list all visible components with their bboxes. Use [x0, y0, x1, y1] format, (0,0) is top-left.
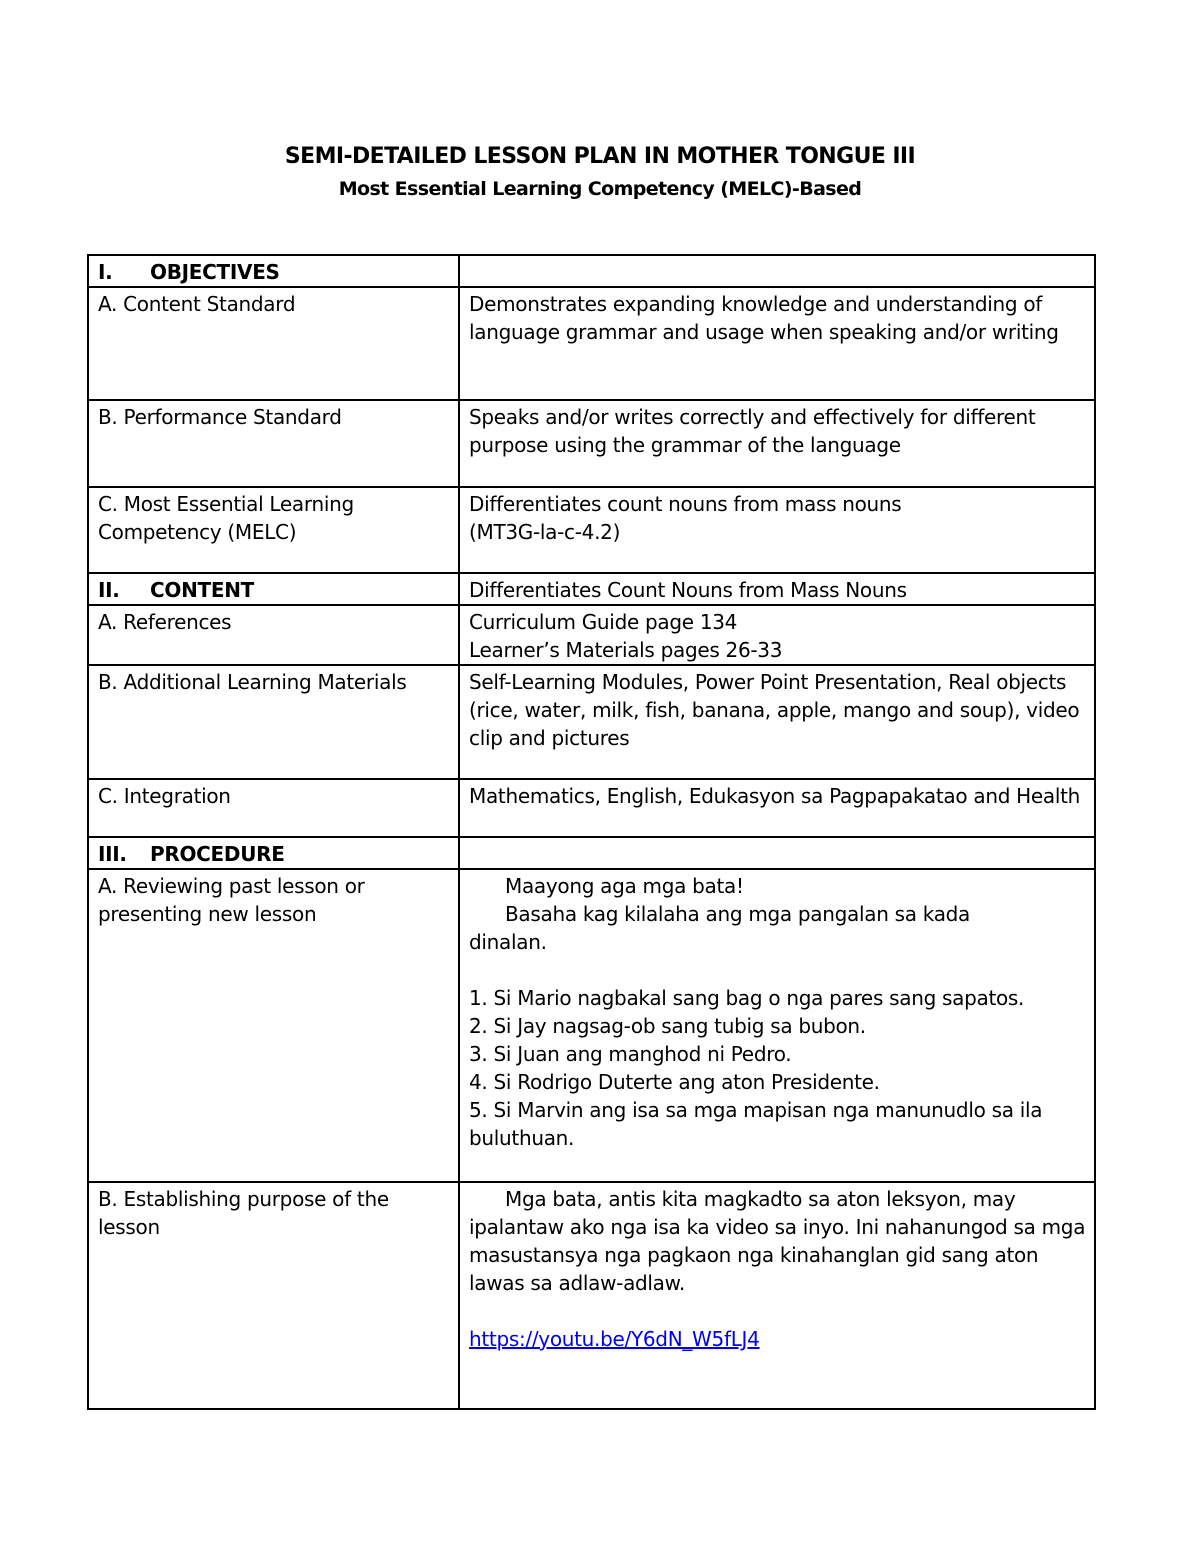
table-row [88, 573, 1095, 605]
melc-value [459, 487, 1095, 573]
table-row [88, 605, 1095, 665]
references-label: A. References [88, 605, 459, 665]
list-item: 4. Si Rodrigo Duterte ang aton Presidente. [469, 1070, 880, 1094]
section-heading-objectives [88, 255, 459, 287]
content-standard-value: Demonstrates expanding knowledge and understanding of language grammar and usage when speaking and/or writing [459, 287, 1095, 400]
reference-item: Curriculum Guide page 134 [469, 610, 738, 634]
table-row [88, 837, 1095, 869]
lesson-plan-table [87, 254, 1096, 1410]
table-row [88, 287, 1095, 400]
materials-value: Self-Learning Modules, Power Point Presentation, Real objects (rice, water, milk, fish, banana, apple, mango and soup), video clip and pictures [459, 665, 1095, 779]
integration-value: Mathematics, English, Edukasyon sa Pagpapakatao and Health [459, 779, 1095, 837]
table-row [88, 665, 1095, 779]
performance-standard-label: B. Performance Standard [88, 400, 459, 487]
section-number: III. [98, 842, 127, 866]
section-label: PROCEDURE [150, 842, 285, 866]
melc-code: (MT3G-la-c-4.2) [469, 520, 621, 544]
section-label: OBJECTIVES [150, 260, 280, 284]
section-heading-procedure [88, 837, 459, 869]
table-row [88, 869, 1095, 1182]
document-subtitle: Most Essential Learning Competency (MELC)-Based [338, 178, 862, 200]
spacer [469, 1297, 1086, 1325]
section-label: CONTENT [150, 578, 255, 602]
reference-item: Learner’s Materials pages 26-33 [469, 638, 783, 662]
empty-cell [459, 837, 1095, 869]
section-number: I. [98, 260, 113, 284]
table-row [88, 1182, 1095, 1409]
instruction-continuation: dinalan. [469, 930, 547, 954]
materials-label: B. Additional Learning Materials [88, 665, 459, 779]
table-row [88, 400, 1095, 487]
content-standard-label: A. Content Standard [88, 287, 459, 400]
melc-value-line: Differentiates count nouns from mass nouns [469, 492, 902, 516]
list-item: 2. Si Jay nagsag-ob sang tubig sa bubon. [469, 1014, 866, 1038]
performance-standard-value: Speaks and/or writes correctly and effectively for different purpose using the grammar of the language [459, 400, 1095, 487]
greeting-text: Maayong aga mga bata! [505, 874, 744, 898]
purpose-content [459, 1182, 1095, 1409]
review-content [459, 869, 1095, 1182]
video-link[interactable]: https://youtu.be/Y6dN_W5fLJ4 [469, 1327, 760, 1351]
purpose-text-first-line: Mga bata, antis kita magkadto sa aton leksyon, may [505, 1187, 1016, 1211]
section-heading-content [88, 573, 459, 605]
list-item: 5. Si Marvin ang isa sa mga mapisan nga manunudlo sa ila buluthuan. [469, 1098, 1043, 1150]
content-value: Differentiates Count Nouns from Mass Nouns [459, 573, 1095, 605]
melc-label: C. Most Essential Learning Competency (MELC) [88, 487, 459, 573]
list-item: 3. Si Juan ang manghod ni Pedro. [469, 1042, 792, 1066]
references-value [459, 605, 1095, 665]
purpose-label: B. Establishing purpose of the lesson [88, 1182, 459, 1409]
table-row [88, 255, 1095, 287]
section-number: II. [98, 578, 120, 602]
spacer [469, 956, 1086, 984]
instruction-text: Basaha kag kilalaha ang mga pangalan sa kada [505, 902, 971, 926]
table-row [88, 487, 1095, 573]
purpose-text: ipalantaw ako nga isa ka video sa inyo. Ini nahanungod sa mga masustansya nga pagkaon nga kinahanglan gid sang aton lawas sa adlaw-adlaw. [469, 1215, 1086, 1295]
integration-label: C. Integration [88, 779, 459, 837]
list-item: 1. Si Mario nagbakal sang bag o nga pares sang sapatos. [469, 986, 1025, 1010]
review-label: A. Reviewing past lesson or presenting new lesson [88, 869, 459, 1182]
table-row [88, 779, 1095, 837]
empty-cell [459, 255, 1095, 287]
document-title: SEMI-DETAILED LESSON PLAN IN MOTHER TONGUE III [284, 144, 916, 169]
